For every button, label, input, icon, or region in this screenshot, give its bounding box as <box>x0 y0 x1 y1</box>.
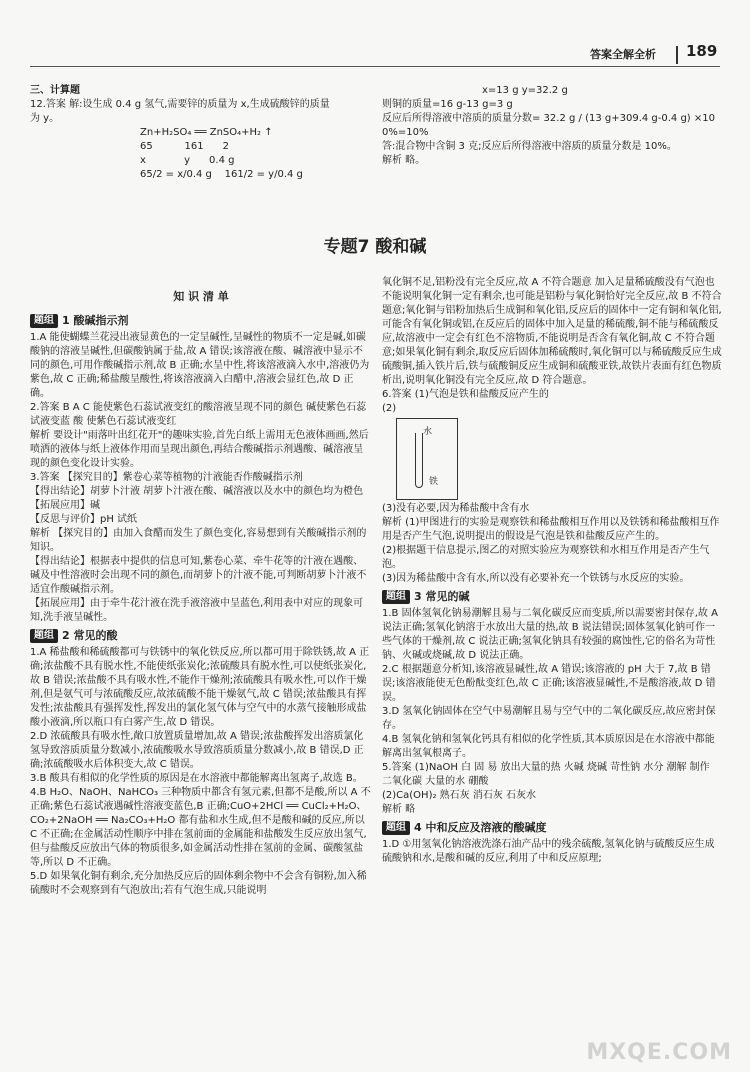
right-column <box>382 276 722 1050</box>
group-number: 4 <box>414 821 422 834</box>
answer-paragraph: 4.B H₂O、NaOH、NaHCO₃ 三种物质中都含有氢元素,但都不是酸,所以 A 不正确;紫色石蕊试液遇碱性溶液变蓝色,B 正确;CuO+2HCl ══ CuCl₂+H₂O、CO₂+2NaOH ══ Na₂CO₃+H₂O 都有盐和水生成,但不是酸和碱的反应,所以 C 不正确;在金属活动性顺序中排在氢前面的金属能和盐酸发生反应放出氢气,但与盐酸反应放出气体的物质很多,如金属活动性排在氢前的金属、碳酸氢盐等,所以 D 不正确。 <box>30 787 371 868</box>
answer-paragraph: (3)没有必要,因为稀盐酸中含有水 <box>382 503 530 514</box>
answer-paragraph: 2.D 浓硫酸具有吸水性,敞口放置质量增加,故 A 错误;浓盐酸挥发出溶质氯化氢导致溶质质量分数减小,浓硫酸吸水导致溶质质量分数减小,故 B 错误,D 正确;浓硫酸吸水后体积变大,故 C 错误。 <box>30 731 364 770</box>
answer-paragraph: 4.B 氢氧化钠和氢氧化钙具有相似的化学性质,其本质原因是在水溶液中都能解离出氢氧根离子。 <box>382 734 715 759</box>
group-title: 常见的碱 <box>425 590 470 603</box>
answer-line: 答:混合物中含铜 3 克;反应后所得溶液中溶质的质量分数是 10%。 <box>382 141 677 152</box>
group-heading <box>30 314 372 328</box>
group-title: 酸碱指示剂 <box>73 314 129 327</box>
answer-paragraph: 解析 【探究目的】由加入食醋而发生了颜色变化,容易想到有关酸碱指示剂的知识。 <box>30 528 367 553</box>
answer-paragraph: (2) <box>382 403 397 414</box>
analysis-line: 解析 略。 <box>382 155 426 166</box>
group-number: 3 <box>414 590 422 603</box>
answer-paragraph: 3.D 氢氧化钠固体在空气中易潮解且易与空气中的二氧化碳反应,故应密封保存。 <box>382 706 716 731</box>
left-column <box>30 310 372 1050</box>
answer-paragraph: 【拓展应用】由于牵牛花汁液在洗手液溶液中呈蓝色,利用表中对应的现象可知,洗手液呈碱性。 <box>30 598 364 623</box>
group-number: 2 <box>62 629 70 642</box>
equation: x y 0.4 g <box>140 155 235 166</box>
answer-paragraph: 解析 (1)甲图进行的实验是观察铁和稀盐酸相互作用以及铁锈和稀盐酸相互作用是否产生气泡,说明提出的假设是气泡是铁和盐酸反应产生的。 <box>382 517 720 542</box>
group-title: 常见的酸 <box>73 629 118 642</box>
answer-paragraph: (2)Ca(OH)₂ 熟石灰 消石灰 石灰水 <box>382 790 537 801</box>
group-tag: 题组 <box>30 314 58 328</box>
answer-paragraph: 6.答案 (1)气泡是铁和盐酸反应产生的 <box>382 389 549 400</box>
group-heading <box>382 590 722 604</box>
answer-paragraph: (3)因为稀盐酸中含有水,所以没有必要补充一个铁锈与水反应的实验。 <box>382 573 690 584</box>
answer-paragraph: 1.A 稀盐酸和稀硫酸都可与铁锈中的氧化铁反应,所以都可用于除铁锈,故 A 正确;浓盐酸不具有脱水性,不能使纸张炭化;浓硫酸具有脱水性,可以使纸张炭化,故 B 错误;浓盐酸不具有吸水性,不能作干燥剂;浓硫酸具有吸水性,可以作干燥剂,但是氨气可与浓硫酸反应,故浓硫酸不能干燥氨气,故 C 错误;浓盐酸具有挥发性;浓盐酸具有强挥发性,挥发出的氯化氢气体与空气中的水蒸气接触形成盐酸小液滴,所以瓶口有白雾产生,故 D 错误。 <box>30 647 370 728</box>
answer-paragraph: 2.C 根据题意分析知,该溶液显碱性,故 A 错误;该溶液的 pH 大于 7,故 B 错误;该溶液能使无色酚酞变红色,故 C 正确;该溶液显碱性,不是酸溶液,故 D 错误。 <box>382 664 716 703</box>
answer-paragraph: 1.B 固体氢氧化钠易潮解且易与二氧化碳反应而变质,所以需要密封保存,故 A 说法正确;氢氧化钠溶于水放出大量的热,故 B 说法错误;固体氢氧化钠可作一些气体的干燥剂,故 C 说法正确;氢氧化钠具有较强的腐蚀性,它的俗名为苛性钠、火碱或烧碱,故 D 说法正确。 <box>382 608 718 661</box>
answer-line: 为 y。 <box>30 113 60 124</box>
answer-paragraph: 【反思与评价】pH 试纸 <box>30 514 138 525</box>
header-divider <box>676 46 678 64</box>
answer-paragraph: 3.答案 【探究目的】紫卷心菜等植物的汁液能否作酸碱指示剂 <box>30 472 303 483</box>
section-subtitle: 知 识 清 单 <box>173 290 229 303</box>
header-rule <box>30 66 720 67</box>
answer-paragraph: (2)根据题干信息提示,图乙的对照实验应为观察铁和水相互作用是否产生气泡。 <box>382 545 710 570</box>
answer-paragraph: 【得出结论】根据表中提供的信息可知,紫卷心菜、牵牛花等的汁液在遇酸、碱及中性溶液时会出现不同的颜色,而胡萝卜的汁液不能,可判断胡萝卜汁液不适宜作酸碱指示剂。 <box>30 556 367 595</box>
answer-paragraph: 1.D ①用氢氧化钠溶液洗涤石油产品中的残余硫酸,氢氧化钠与硫酸反应生成硫酸钠和水,是酸和碱的反应,利用了中和反应原理; <box>382 839 715 864</box>
answer-paragraph: 氧化铜不足,铝粉没有完全反应,故 A 不符合题意 加入足量稀硫酸没有气泡也不能说明氧化铜一定有剩余,也可能是铝粉与氧化铜恰好完全反应,故 B 不符合题意;氧化铜与铝粉加热后生成铜和氧化铝,反应后的固体中一定有铜和氧化铝,可能含有氧化铜或铝,在反应后的固体中加入足量的稀硫酸,铜不能与稀硫酸反应,故溶液中一定会有红色不溶物质,不能说明是否含有氧化铜,故 C 不符合题意;如果氧化铜有剩余,取反应后固体加稀硫酸时,氧化铜可以与稀硫酸反应生成硫酸铜,插入铁片后,铁与硫酸铜反应生成铜和硫酸亚铁,故铁片表面有红色物质析出,说明氧化铜没有完全反应,故 D 符合题意。 <box>382 277 722 386</box>
answer-paragraph: 2.答案 B A C 能使紫色石蕊试液变红的酸溶液呈现不同的颜色 碱使紫色石蕊试液变蓝 酸 使紫色石蕊试液变红 <box>30 402 367 427</box>
group-title: 中和反应及溶液的酸碱度 <box>425 821 547 834</box>
group-tag: 题组 <box>382 590 410 604</box>
test-tube-figure <box>396 418 458 500</box>
answer-paragraph: 3.B 酸具有相似的化学性质的原因是在水溶液中都能解离出氢离子,故选 B。 <box>30 773 363 784</box>
group-heading <box>30 629 372 643</box>
answer-paragraph: 5.答案 (1)NaOH 白 固 易 放出大量的热 火碱 烧碱 苛性钠 水分 潮解 制作 二氧化碳 大量的水 硼酸 <box>382 762 710 787</box>
equation: Zn+H₂SO₄ ══ ZnSO₄+H₂ ↑ <box>140 127 273 138</box>
section-heading: 三、计算题 <box>30 85 80 96</box>
topic-title: 专题7 酸和碱 <box>323 237 427 257</box>
group-number: 1 <box>62 314 70 327</box>
answer-paragraph: 解析 要设计"雨落叶出红花开"的趣味实验,首先白纸上需用无色液体画画,然后喷洒的液体与纸上液体作用而呈现出颜色,再结合酸碱指示剂遇酸、碱溶液呈现的颜色变化设计实验。 <box>30 430 369 469</box>
answer-line: 则铜的质量=16 g-13 g=3 g <box>382 99 513 110</box>
page-number: 189 <box>686 42 718 60</box>
answer-line: 12.答案 解:设生成 0.4 g 氢气,需要锌的质量为 x,生成硫酸锌的质量 <box>30 99 330 110</box>
figure-label-iron: 铁 <box>429 477 439 487</box>
test-tube-icon <box>415 433 423 488</box>
equation: 65/2 = x/0.4 g 161/2 = y/0.4 g <box>140 169 303 180</box>
figure-label-water: 水 <box>423 427 433 437</box>
answer-paragraph: 【得出结论】胡萝卜汁液 胡萝卜汁液在酸、碱溶液以及水中的颜色均为橙色 <box>30 486 364 497</box>
group-heading <box>382 821 722 835</box>
answer-paragraph: 1.A 能使蝴蝶兰花浸出液显黄色的一定呈碱性,呈碱性的物质不一定是碱,如碳酸钠的溶液呈碱性,但碳酸钠属于盐,故 A 错误;该溶液在酸、碱溶液中显示不同的颜色,可用作酸碱指示剂,故 B 正确;水呈中性,将该溶液滴入水中,溶液仍为紫色,故 C 正确;稀盐酸呈酸性,将该溶液滴入白醋中,溶液会显红色,故 D 正确。 <box>30 332 370 399</box>
answer-paragraph: 5.D 如果氧化铜有剩余,充分加热反应后的固体剩余物中不会含有铜粉,加入稀硫酸时不会观察到有气泡放出;若有气泡生成,只能说明 <box>30 871 367 896</box>
top-right-block <box>382 84 722 184</box>
header-title: 答案全解全析 <box>590 48 656 61</box>
answer-paragraph: 解析 略 <box>382 804 416 815</box>
answer-line: x=13 g y=32.2 g <box>482 85 568 96</box>
group-tag: 题组 <box>382 821 410 835</box>
answer-paragraph: 【拓展应用】碱 <box>30 500 100 511</box>
top-left-block <box>30 84 372 224</box>
watermark: MXQE.COM <box>586 1040 732 1065</box>
group-tag: 题组 <box>30 629 58 643</box>
equation: 65 161 2 <box>140 141 230 152</box>
answer-line: 反应后所得溶液中溶质的质量分数= 32.2 g / (13 g+309.4 g-0.4 g) ×100%=10% <box>382 113 715 138</box>
